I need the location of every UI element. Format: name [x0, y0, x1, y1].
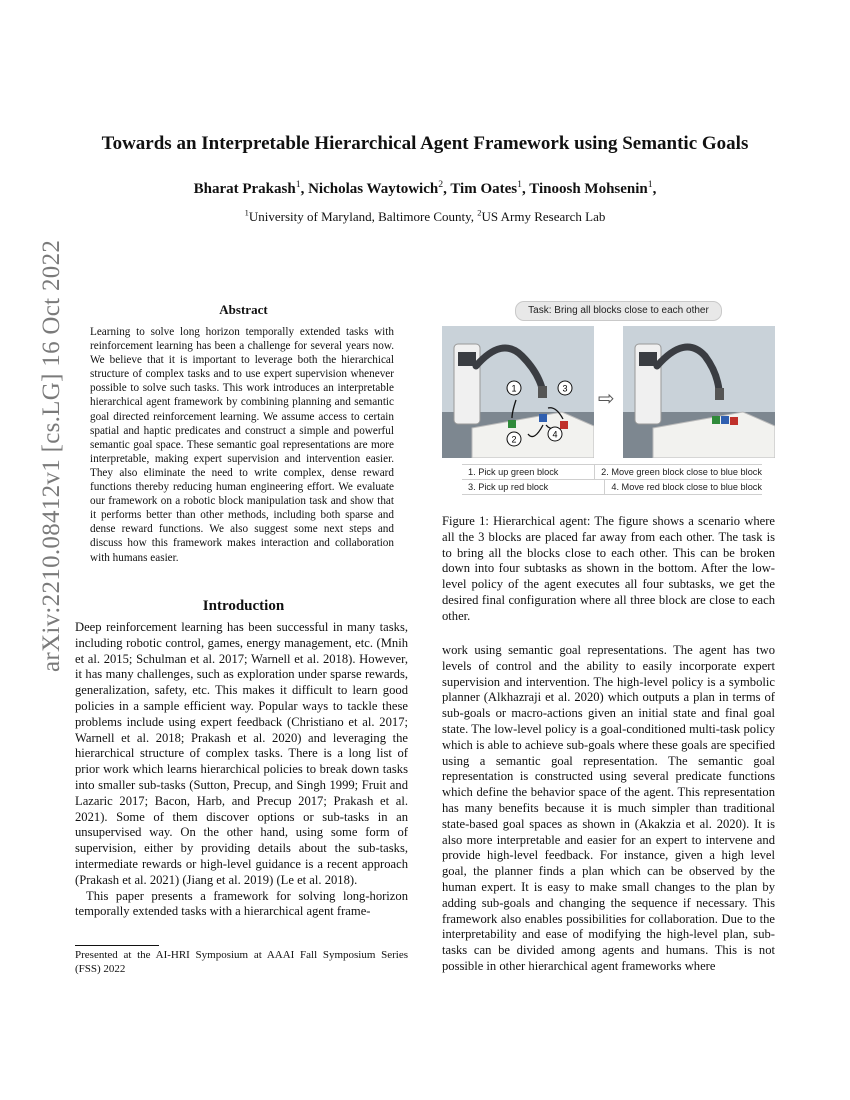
affiliations [0, 209, 850, 225]
paper-title: Towards an Interpretable Hierarchical Agent Framework using Semantic Goals [101, 133, 749, 154]
subtask-row [462, 465, 762, 479]
author-mark: 1 [517, 179, 523, 190]
step-number: 3 [562, 383, 568, 394]
blue-block [539, 414, 547, 422]
subtask-step: 4. Move red block close to blue block [604, 480, 762, 494]
step-number: 4 [552, 429, 558, 440]
abstract-text: Learning to solve long horizon temporally extended tasks with reinforcement learning has been a challenge for several years now. We believe that it is important to leverage both the hierarchical structure of complex tasks and to use expert supervision whenever possible to solve such tasks. This work introduces an interpretable hierarchical agent framework by combining planning and semantic goal directed reinforcement learning. We assume access to certain spatial and haptic predicates and construct a simple and powerful semantic goal space. These semantic goal representations are more interpretable, making expert supervision and intervention easier. They also eliminate the need to write complex, dense reward functions thereby reducing human engineering effort. We evaluate our framework on a robotic block manipulation task and show that it performs better than other methods, including both sparse and dense reward functions. We also suggest some next steps and discuss how this framework makes interaction and collaboration with humans easier. [90, 326, 394, 564]
author-name: Tim Oates [450, 181, 518, 197]
affiliation-2: US Army Research Lab [481, 209, 606, 224]
author-separator: , [652, 181, 657, 197]
author-mark: 1 [295, 179, 301, 190]
robot-gripper [538, 386, 547, 398]
right-column-body [442, 643, 775, 975]
subtask-step: 1. Pick up green block [468, 467, 559, 477]
step-number: 1 [511, 383, 517, 394]
paragraph: work using semantic goal representations. The agent has two levels of control and the ability to easily incorporate expert supervision and intervention. The high-level policy is a symbolic planner (Alkhazraji et al. 2020) which outputs a plan in terms of sub-goals or macro-actions given an initial state and final goal state. The low-level policy is a goal-conditioned multi-task policy which is able to achieve sub-goals where these goals are specified using a semantic goal representation. The semantic goal representation is constructed using several predicate functions which define the behavior space of the agent. This representation has many benefits because it is much simpler than traditional state-based goal spaces as shown in (Akakzia et al. 2020). It is also more interpretable and easier for an expert to intervene and provide high-level feedback. For instance, given a high level goal, the planner finds a plan which can be observed by the human expert. It is easy to make small changes to the plan by adding sub-goals and changing the sequence if necessary. This framework also enables possibilities for collaboration. Due to the interpretability and ease of modifying the high-level plan, sub-tasks can be divided among agents and humans. This is not possible in other hierarchical agent frameworks where [442, 643, 775, 973]
red-block [560, 421, 568, 429]
figure-1 [440, 296, 780, 501]
affiliation-mark: 2 [477, 207, 482, 218]
transition-arrow-icon: ⇨ [598, 386, 615, 410]
introduction-heading: Introduction [202, 598, 285, 614]
figure-initial-scene [442, 326, 594, 458]
subtask-list [462, 464, 762, 495]
step-number: 2 [511, 434, 517, 445]
robot-scene-initial [442, 326, 594, 458]
author-name: Tinoosh Mohsenin [529, 181, 648, 197]
subtask-step: 3. Pick up red block [468, 482, 549, 492]
author-mark: 2 [438, 179, 444, 190]
subtask-row [462, 479, 762, 494]
blue-block [721, 416, 729, 424]
paragraph: This paper presents a framework for solving long-horizon temporally extended tasks with a hierarchical agent frame- [75, 888, 408, 919]
author-separator: , [443, 181, 451, 197]
figure-task-label: Task: Bring all blocks close to each other [515, 301, 722, 321]
subtask-step: 2. Move green block close to blue block [594, 465, 762, 479]
red-block [730, 417, 738, 425]
figure-final-scene [623, 326, 775, 458]
paragraph: Deep reinforcement learning has been successful in many tasks, including robotic control, games, energy management, etc. (Mnih et al. 2015; Schulman et al. 2017; Warnell et al. 2018). However, it has many challenges, such as exploration under sparse rewards, generalization, safety, etc. This makes it difficult to learn good policies in a sample efficient way. Popular ways to tackle these problems include using expert feedback (Christiano et al. 2017; Warnell et al. 2018; Prakash et al. 2020) and leveraging the hierarchical structure of complex tasks. There is a long list of prior work which learns hierarchical policies to break down tasks into smaller sub-tasks (Sutton, Precup, and Singh 1999; Fruit and Lazaric 2017; Bacon, Harb, and Precup 2017; Prakash et al. 2021). Some of them discover options or sub-tasks in an unsupervised way. On the other hand, using some form of supervision, either by providing details about the sub-tasks, intermediate rewards or high-level guidance is a recent approach (Prakash et al. 2021) (Jiang et al. 2019) (Le et al. 2018). [75, 620, 408, 887]
author-name: Nicholas Waytowich [308, 181, 439, 197]
introduction-body [75, 620, 408, 920]
author-separator: , [522, 181, 530, 197]
figure-caption: Figure 1: Hierarchical agent: The figure shows a scenario where all the 3 blocks are placed far away from each other. The task is to bring all the blocks close to each other. This can be broken down into four subtasks as shown in the bottom. After the low-level policy of the agent executes all four subtasks, we get the desired final configuration where all three block are close to each other. [442, 514, 775, 623]
green-block [508, 420, 516, 428]
footnote: Presented at the AI-HRI Symposium at AAAI Fall Symposium Series (FSS) 2022 [75, 949, 408, 975]
robot-scene-final [623, 326, 775, 458]
footnote-divider [75, 945, 159, 946]
author-mark: 1 [647, 179, 653, 190]
green-block [712, 416, 720, 424]
affiliation-1: University of Maryland, Baltimore County, [248, 209, 478, 224]
abstract-heading: Abstract [219, 302, 268, 317]
affiliation-mark: 1 [244, 207, 249, 218]
robot-gripper [715, 388, 724, 400]
author-list [0, 181, 850, 198]
arxiv-stamp: arXiv:2210.08412v1 [cs.LG] 16 Oct 2022 [38, 239, 65, 672]
author-separator: , [300, 181, 309, 197]
author-name: Bharat Prakash [193, 181, 296, 197]
